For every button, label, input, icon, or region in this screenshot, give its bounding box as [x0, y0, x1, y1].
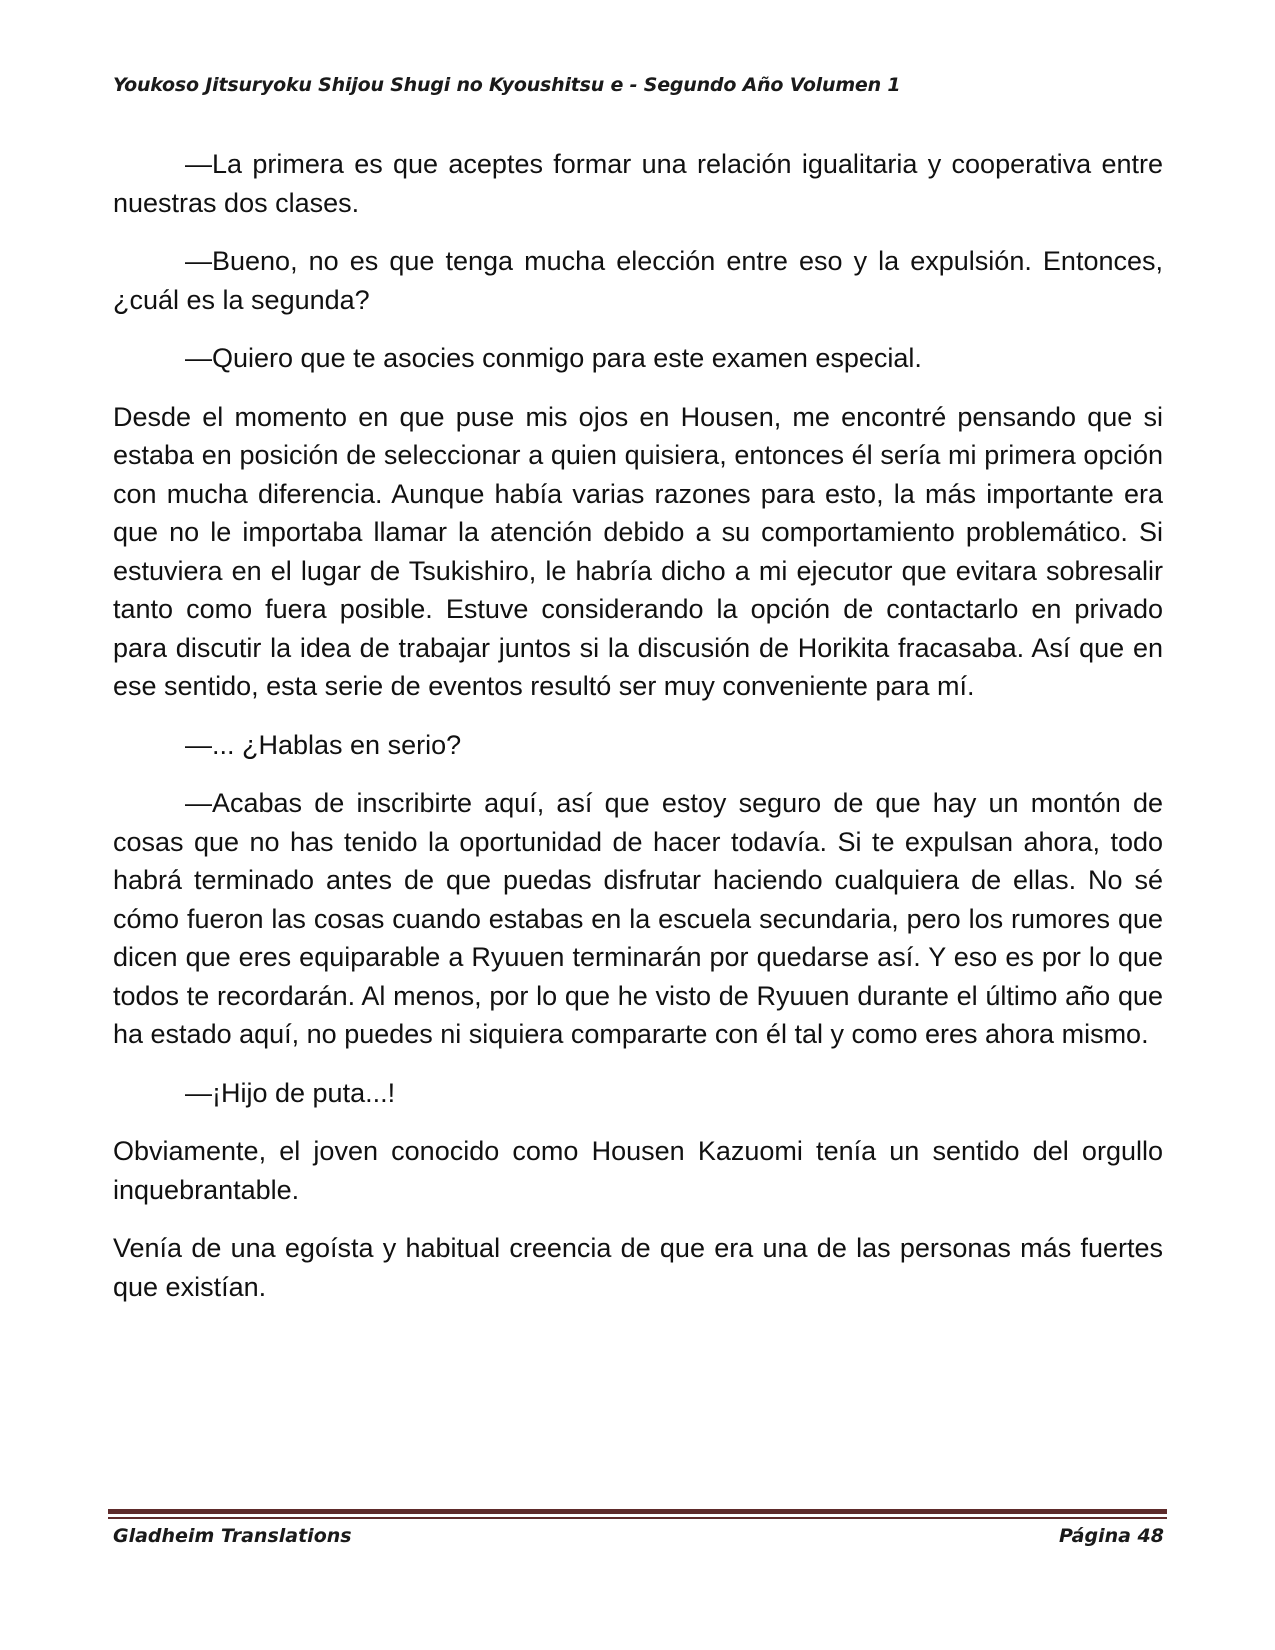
running-header: Youkoso Jitsuryoku Shijou Shugi no Kyoushitsu e - Segundo Año Volumen 1 [113, 74, 901, 96]
footer-credit: Gladheim Translations [113, 1525, 352, 1547]
paragraph-2: —Bueno, no es que tenga mucha elección entre eso y la expulsión. Entonces, ¿cuál es la segunda? [113, 246, 1163, 315]
footer-divider [108, 1509, 1167, 1521]
footer-divider-thick [108, 1509, 1167, 1514]
paragraph-5: —... ¿Hablas en serio? [185, 729, 462, 760]
paragraph-8: Obviamente, el joven conocido como Housen Kazuomi tenía un sentido del orgullo inquebrantable. [113, 1136, 1163, 1205]
paragraph-4: Desde el momento en que puse mis ojos en Housen, me encontré pensando que si estaba en posición de seleccionar a quien quisiera, entonces él sería mi primera opción con mucha diferencia. Aunque había varias razones para esto, la más importante era que no le importaba llamar la atención debido a su comportamiento problemático. Si estuviera en el lugar de Tsukishiro, le habría dicho a mi ejecutor que evitara sobresalir tanto como fuera posible. Estuve considerando la opción de contactarlo en privado para discutir la idea de trabajar juntos si la discusión de Horikita fracasaba. Así que en ese sentido, esta serie de eventos resultó ser muy conveniente para mí. [113, 401, 1163, 701]
page-number: Página 48 [1058, 1525, 1164, 1547]
paragraph-7: —¡Hijo de puta...! [185, 1077, 396, 1108]
paragraph-6: —Acabas de inscribirte aquí, así que estoy seguro de que hay un montón de cosas que no has tenido la oportunidad de hacer todavía. Si te expulsan ahora, todo habrá terminado antes de que puedas disfrutar haciendo cualquiera de ellas. No sé cómo fueron las cosas cuando estabas en la escuela secundaria, pero los rumores que dicen que eres equiparable a Ryuuen terminarán por quedarse así. Y eso es por lo que todos te recordarán. Al menos, por lo que he visto de Ryuuen durante el último año que ha estado aquí, no puedes ni siquiera compararte con él tal y como eres ahora mismo. [113, 788, 1163, 1049]
body-text [113, 145, 1163, 1326]
paragraph-1: —La primera es que aceptes formar una relación igualitaria y cooperativa entre nuestras dos clases. [113, 149, 1163, 218]
footer-divider-thin [108, 1517, 1167, 1519]
paragraph-3: —Quiero que te asocies conmigo para este examen especial. [185, 343, 922, 373]
paragraph-9: Venía de una egoísta y habitual creencia de que era una de las personas más fuertes que existían. [113, 1233, 1163, 1302]
